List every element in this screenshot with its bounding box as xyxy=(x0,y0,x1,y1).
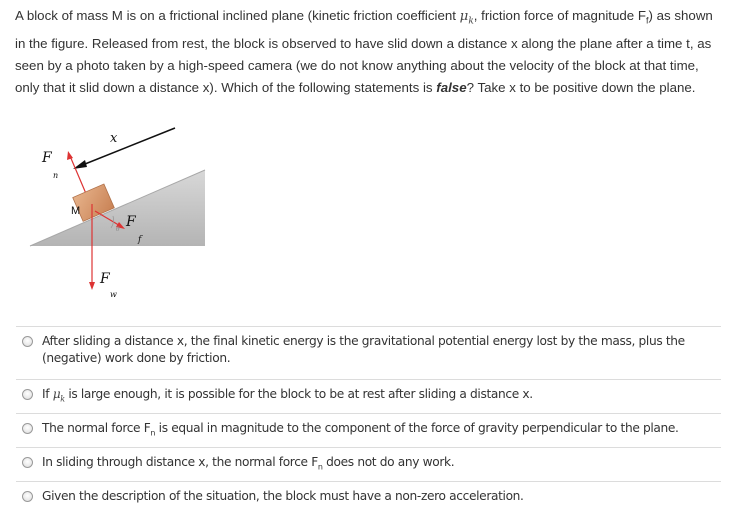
answer-option-1[interactable] xyxy=(16,326,721,379)
inclined-plane-figure xyxy=(25,118,215,298)
answer-option-3[interactable] xyxy=(16,413,721,447)
fw-label: F xyxy=(100,271,110,287)
answer-option-5[interactable] xyxy=(16,481,721,515)
radio-button[interactable] xyxy=(22,336,33,347)
question-part-4: ? Take x to be positive down the plane. xyxy=(466,79,696,95)
question-keyword: false xyxy=(436,79,467,95)
fw-subscript: w xyxy=(110,290,117,298)
x-label: x xyxy=(110,131,118,146)
answer-option-2[interactable] xyxy=(16,379,721,413)
friction-subscript: f xyxy=(646,15,649,26)
answer-options xyxy=(16,326,721,515)
ff-subscript: f xyxy=(138,235,142,245)
radio-button[interactable] xyxy=(22,423,33,434)
option-label: The normal force $F_n$ is equal in magnitude to the component of the force of gravity perpendicular to the plane. xyxy=(42,421,679,438)
mu-symbol: $\mu_k$ xyxy=(459,9,474,27)
radio-button[interactable] xyxy=(22,491,33,502)
option-label: If $\mu_k$ is large enough, it is possible for the block to be at rest after sliding a distance x. xyxy=(42,387,533,404)
radio-button[interactable] xyxy=(22,389,33,400)
question-part-2: , friction force of magnitude F xyxy=(473,8,646,23)
question-part-3: ) as shown in the figure. Released from rest, the block is observed to have slid down a distance x along the plane after a time t, as seen by a photo taken by a high-speed camera (we do not know anything about the velocity of the block at that time, only that it slid down a distance x). Which of the following statements is xyxy=(15,8,713,95)
x-direction-arrow xyxy=(73,128,175,169)
block-mass-label: M xyxy=(71,205,81,217)
option-label: After sliding a distance x, the final kinetic energy is the gravitational potential energy lost by the mass, plus the (negative) work done by friction. xyxy=(42,334,685,365)
question-text xyxy=(15,5,720,99)
answer-option-4[interactable] xyxy=(16,447,721,481)
option-label: In sliding through distance x, the normal force $F_n$ does not do any work. xyxy=(42,455,455,472)
question-part-1: A block of mass M is on a frictional inclined plane (kinetic friction coefficient xyxy=(15,8,460,23)
fn-subscript: n xyxy=(53,171,59,180)
option-label: Given the description of the situation, the block must have a non-zero acceleration. xyxy=(42,489,524,503)
radio-button[interactable] xyxy=(22,457,33,468)
fn-label: F xyxy=(42,150,52,166)
normal-force-arrow xyxy=(67,151,87,196)
angle-label: θ xyxy=(116,226,120,233)
ff-label: F xyxy=(126,214,136,230)
